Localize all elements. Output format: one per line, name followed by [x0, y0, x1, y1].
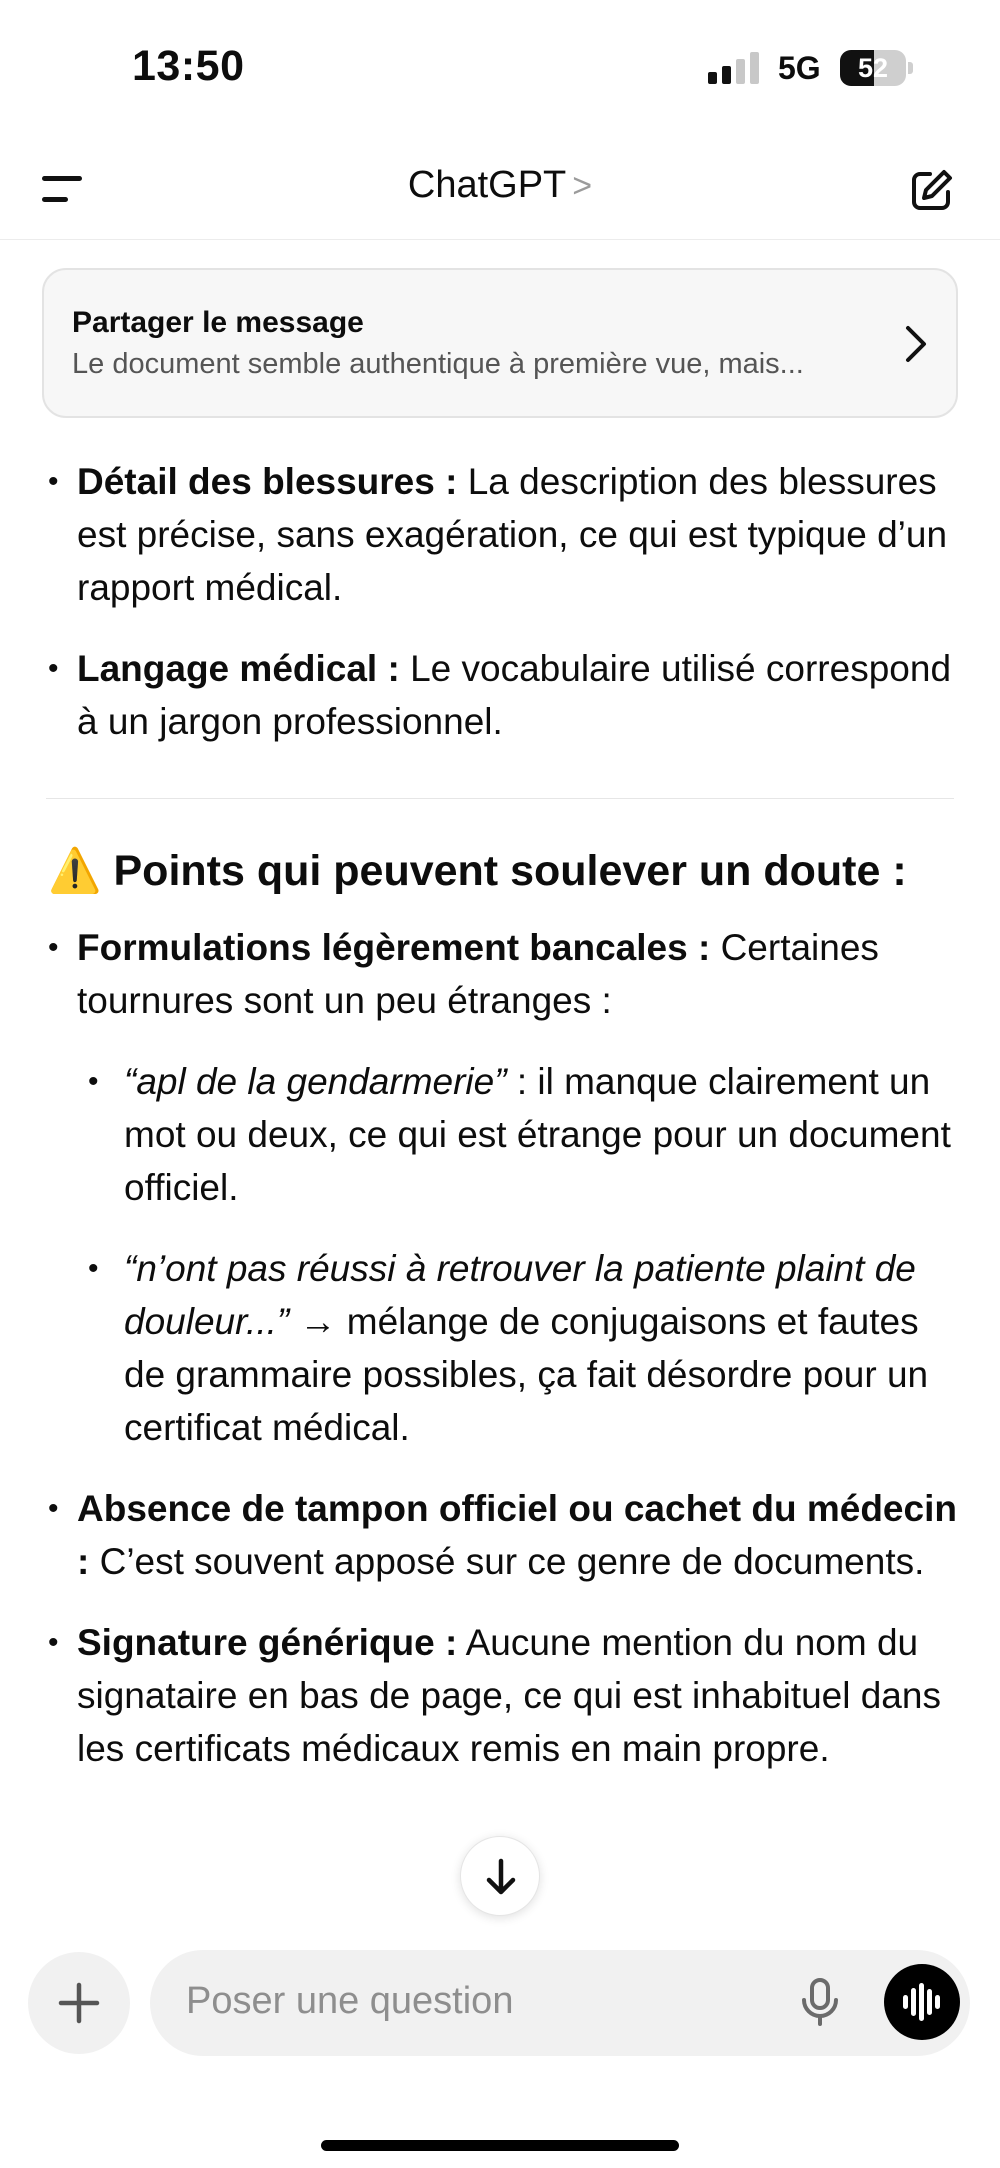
signal-icon — [708, 52, 762, 84]
voice-mode-button[interactable] — [884, 1964, 960, 2040]
composer — [0, 1930, 1000, 2168]
input-placeholder: Poser une question — [186, 1980, 514, 2022]
plus-icon — [28, 1952, 130, 2054]
share-title: Partager le message — [72, 306, 364, 339]
list-item: • Langage médical : Le vocabulaire utilisé correspond à un jargon professionnel. — [0, 642, 1000, 748]
status-bar — [0, 0, 1000, 130]
warning-icon: ⚠️ — [48, 847, 102, 895]
nav-title: ChatGPT — [407, 164, 567, 206]
section-heading: ⚠️ Points qui peuvent soulever un doute : — [48, 847, 907, 895]
model-selector[interactable] — [0, 164, 1000, 207]
add-attachment-button[interactable] — [28, 1952, 130, 2054]
list-item: • Formulations légèrement bancales : Certaines tournures sont un peu étranges : — [0, 921, 1000, 1027]
sub-list-item: • “apl de la gendarmerie” : il manque clairement un mot ou deux, ce qui est étrange pour un document officiel. — [0, 1055, 1000, 1214]
arrow-down-icon — [461, 1837, 541, 1917]
battery-icon — [840, 50, 912, 86]
status-time: 13:50 — [132, 42, 245, 90]
microphone-icon[interactable] — [798, 1978, 842, 2026]
assistant-message — [0, 455, 1000, 1775]
list-item: • Détail des blessures : La description des blessures est précise, sans exagération, ce qui est typique d’un rapport médical. — [0, 455, 1000, 614]
home-indicator — [321, 2140, 679, 2151]
share-message-card[interactable] — [42, 268, 958, 418]
share-subtitle: Le document semble authentique à première vue, mais... — [72, 348, 804, 380]
list-item: • Absence de tampon officiel ou cachet du médecin : C’est souvent apposé sur ce genre de documents. — [0, 1482, 1000, 1588]
chevron-right-icon — [902, 322, 932, 366]
voice-waveform-icon — [884, 1964, 960, 2040]
scroll-down-button[interactable] — [460, 1836, 540, 1916]
network-label: 5G — [778, 50, 821, 86]
sub-list-item: • “n’ont pas réussi à retrouver la patiente plaint de douleur...” → mélange de conjugaisons et fautes de grammaire possibles, ça fait désordre pour un certificat médical. — [0, 1242, 1000, 1454]
compose-icon[interactable] — [908, 166, 956, 214]
list-item: • Signature générique : Aucune mention du nom du signataire en bas de page, ce qui est inhabituel dans les certificats médicaux remis en main propre. — [0, 1616, 1000, 1775]
battery-percent: 52 — [857, 53, 889, 83]
message-input[interactable] — [150, 1950, 970, 2056]
chevron-right-icon: > — [572, 167, 593, 205]
nav-bar — [0, 140, 1000, 240]
